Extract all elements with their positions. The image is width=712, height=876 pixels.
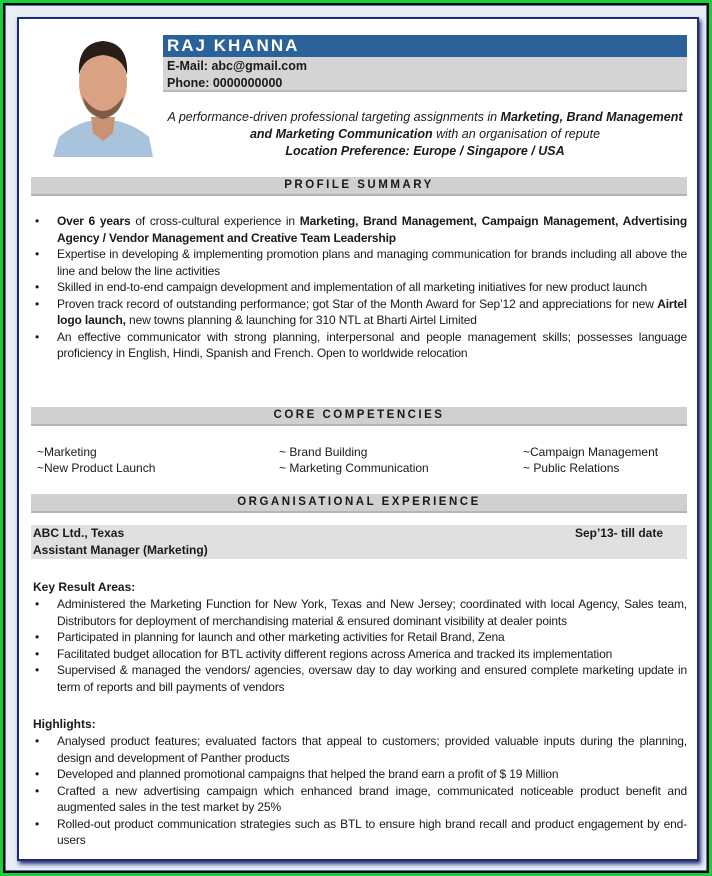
tagline: [163, 109, 687, 160]
bullet-icon: •: [35, 783, 40, 798]
bullet-icon: •: [35, 296, 40, 311]
location-preference: Location Preference: Europe / Singapore / USA: [285, 144, 565, 158]
competency-item: ~ Brand Building: [279, 445, 368, 459]
outer-frame: [5, 5, 707, 871]
bullet-icon: •: [35, 329, 40, 344]
text: Crafted a new advertising campaign which enhanced brand image, communicated noticeable product benefit and augmented sales in the test market by 25%: [57, 783, 687, 814]
job-header: [31, 525, 687, 559]
bullet-icon: •: [35, 767, 40, 781]
bullet-item: [31, 279, 687, 296]
section-header-profile-summary: PROFILE SUMMARY: [31, 177, 687, 196]
bullet-item: [31, 662, 687, 695]
bullet-item: [31, 629, 687, 646]
email: E-Mail: abc@gmail.com: [167, 59, 307, 73]
contact-block: [163, 57, 687, 92]
resume-page: [17, 17, 699, 861]
bullet-item: [31, 596, 687, 629]
bullet-item: [31, 733, 687, 766]
competency-item: ~Marketing: [37, 445, 97, 459]
text: An effective communicator with strong planning, interpersonal and people management skills; possesses language proficiency in English, Hindi, Spanish and French. Open to worldwide relocation: [57, 329, 687, 360]
job-role: Assistant Manager (Marketing): [33, 543, 208, 557]
bold-text: Marketing, Brand Management, Campaign Management, Advertising Agency / Vendor Management and Creative Team Leadership: [57, 214, 688, 245]
bold-text: Marketing, Brand Management and Marketing Communication: [249, 110, 683, 141]
bullet-item: [31, 646, 687, 663]
section-header-organisational-experience: ORGANISATIONAL EXPERIENCE: [31, 494, 687, 513]
text: Facilitated budget allocation for BTL activity different regions across America and tracked its implementation: [57, 646, 613, 661]
text: Developed and planned promotional campaigns that helped the brand earn a profit of $ 19 Million: [57, 767, 559, 781]
section-header-core-competencies: CORE COMPETENCIES: [31, 407, 687, 426]
text: Analysed product features; evaluated factors that appeal to customers; provided valuable inputs during the planning, design and development of Panther products: [57, 734, 687, 765]
company-name: ABC Ltd., Texas: [33, 526, 125, 540]
bullet-item: [31, 766, 687, 783]
kra-list: [31, 596, 687, 695]
competency-item: ~New Product Launch: [37, 461, 156, 475]
bullet-item: [31, 246, 687, 279]
text: with an organisation of repute: [432, 127, 601, 141]
highlights-heading: Highlights:: [33, 717, 96, 731]
bullet-item: [31, 296, 687, 329]
bullet-icon: •: [35, 630, 40, 644]
text: Administered the Marketing Function for New York, Texas and New Jersey; coordinated with local Agency, Sales team, Distributors for deployment of merchandising material & ensured dominant visibility at dealer points: [57, 597, 687, 628]
text: Supervised & managed the vendors/ agencies, oversaw day to day working and ensured complete marketing update in term of reports and bill payments of vendors: [57, 663, 687, 694]
kra-heading: Key Result Areas:: [33, 580, 136, 594]
bullet-icon: •: [35, 816, 40, 831]
profile-summary-list: [31, 213, 687, 362]
bullet-icon: •: [35, 663, 40, 677]
candidate-name: RAJ KHANNA: [163, 35, 687, 57]
bullet-item: [31, 329, 687, 362]
bold-text: Airtel logo launch,: [57, 296, 687, 327]
bullet-icon: •: [35, 280, 40, 294]
bullet-item: [31, 213, 687, 246]
competency-item: ~ Marketing Communication: [279, 461, 429, 475]
text: Skilled in end-to-end campaign development and implementation of all marketing initiatives for new product launch: [57, 280, 648, 294]
text: of cross-cultural experience in: [130, 214, 300, 228]
bullet-icon: •: [35, 214, 40, 228]
bullet-icon: •: [35, 734, 40, 748]
phone: Phone: 0000000000: [167, 76, 283, 90]
bullet-icon: •: [35, 646, 40, 661]
bullet-item: [31, 783, 687, 816]
bullet-icon: •: [35, 597, 40, 611]
text: Expertise in developing & implementing promotion plans and managing communication for brands including all above the line and below the line activities: [57, 247, 687, 278]
competency-item: ~ Public Relations: [523, 461, 620, 475]
bold-text: Over 6 years: [57, 214, 131, 228]
objective: [163, 109, 687, 143]
text: new towns planning & launching for 310 NTL at Bharti Airtel Limited: [125, 313, 477, 327]
text: Rolled-out product communication strategies such as BTL to ensure high brand recall and product engagement by end-users: [57, 816, 687, 847]
bullet-item: [31, 816, 687, 849]
bullet-icon: •: [35, 247, 40, 261]
text: Participated in planning for launch and other marketing activities for Retail Brand, Zena: [57, 630, 505, 644]
profile-photo: [53, 25, 153, 157]
job-dates: Sep’13- till date: [574, 526, 663, 540]
text: Proven track record of outstanding performance; got Star of the Month Award for Sep’12 and appreciations for new: [57, 296, 658, 311]
competency-item: ~Campaign Management: [523, 445, 659, 459]
text: A performance-driven professional targeting assignments in: [167, 110, 501, 124]
highlights-list: [31, 733, 687, 849]
